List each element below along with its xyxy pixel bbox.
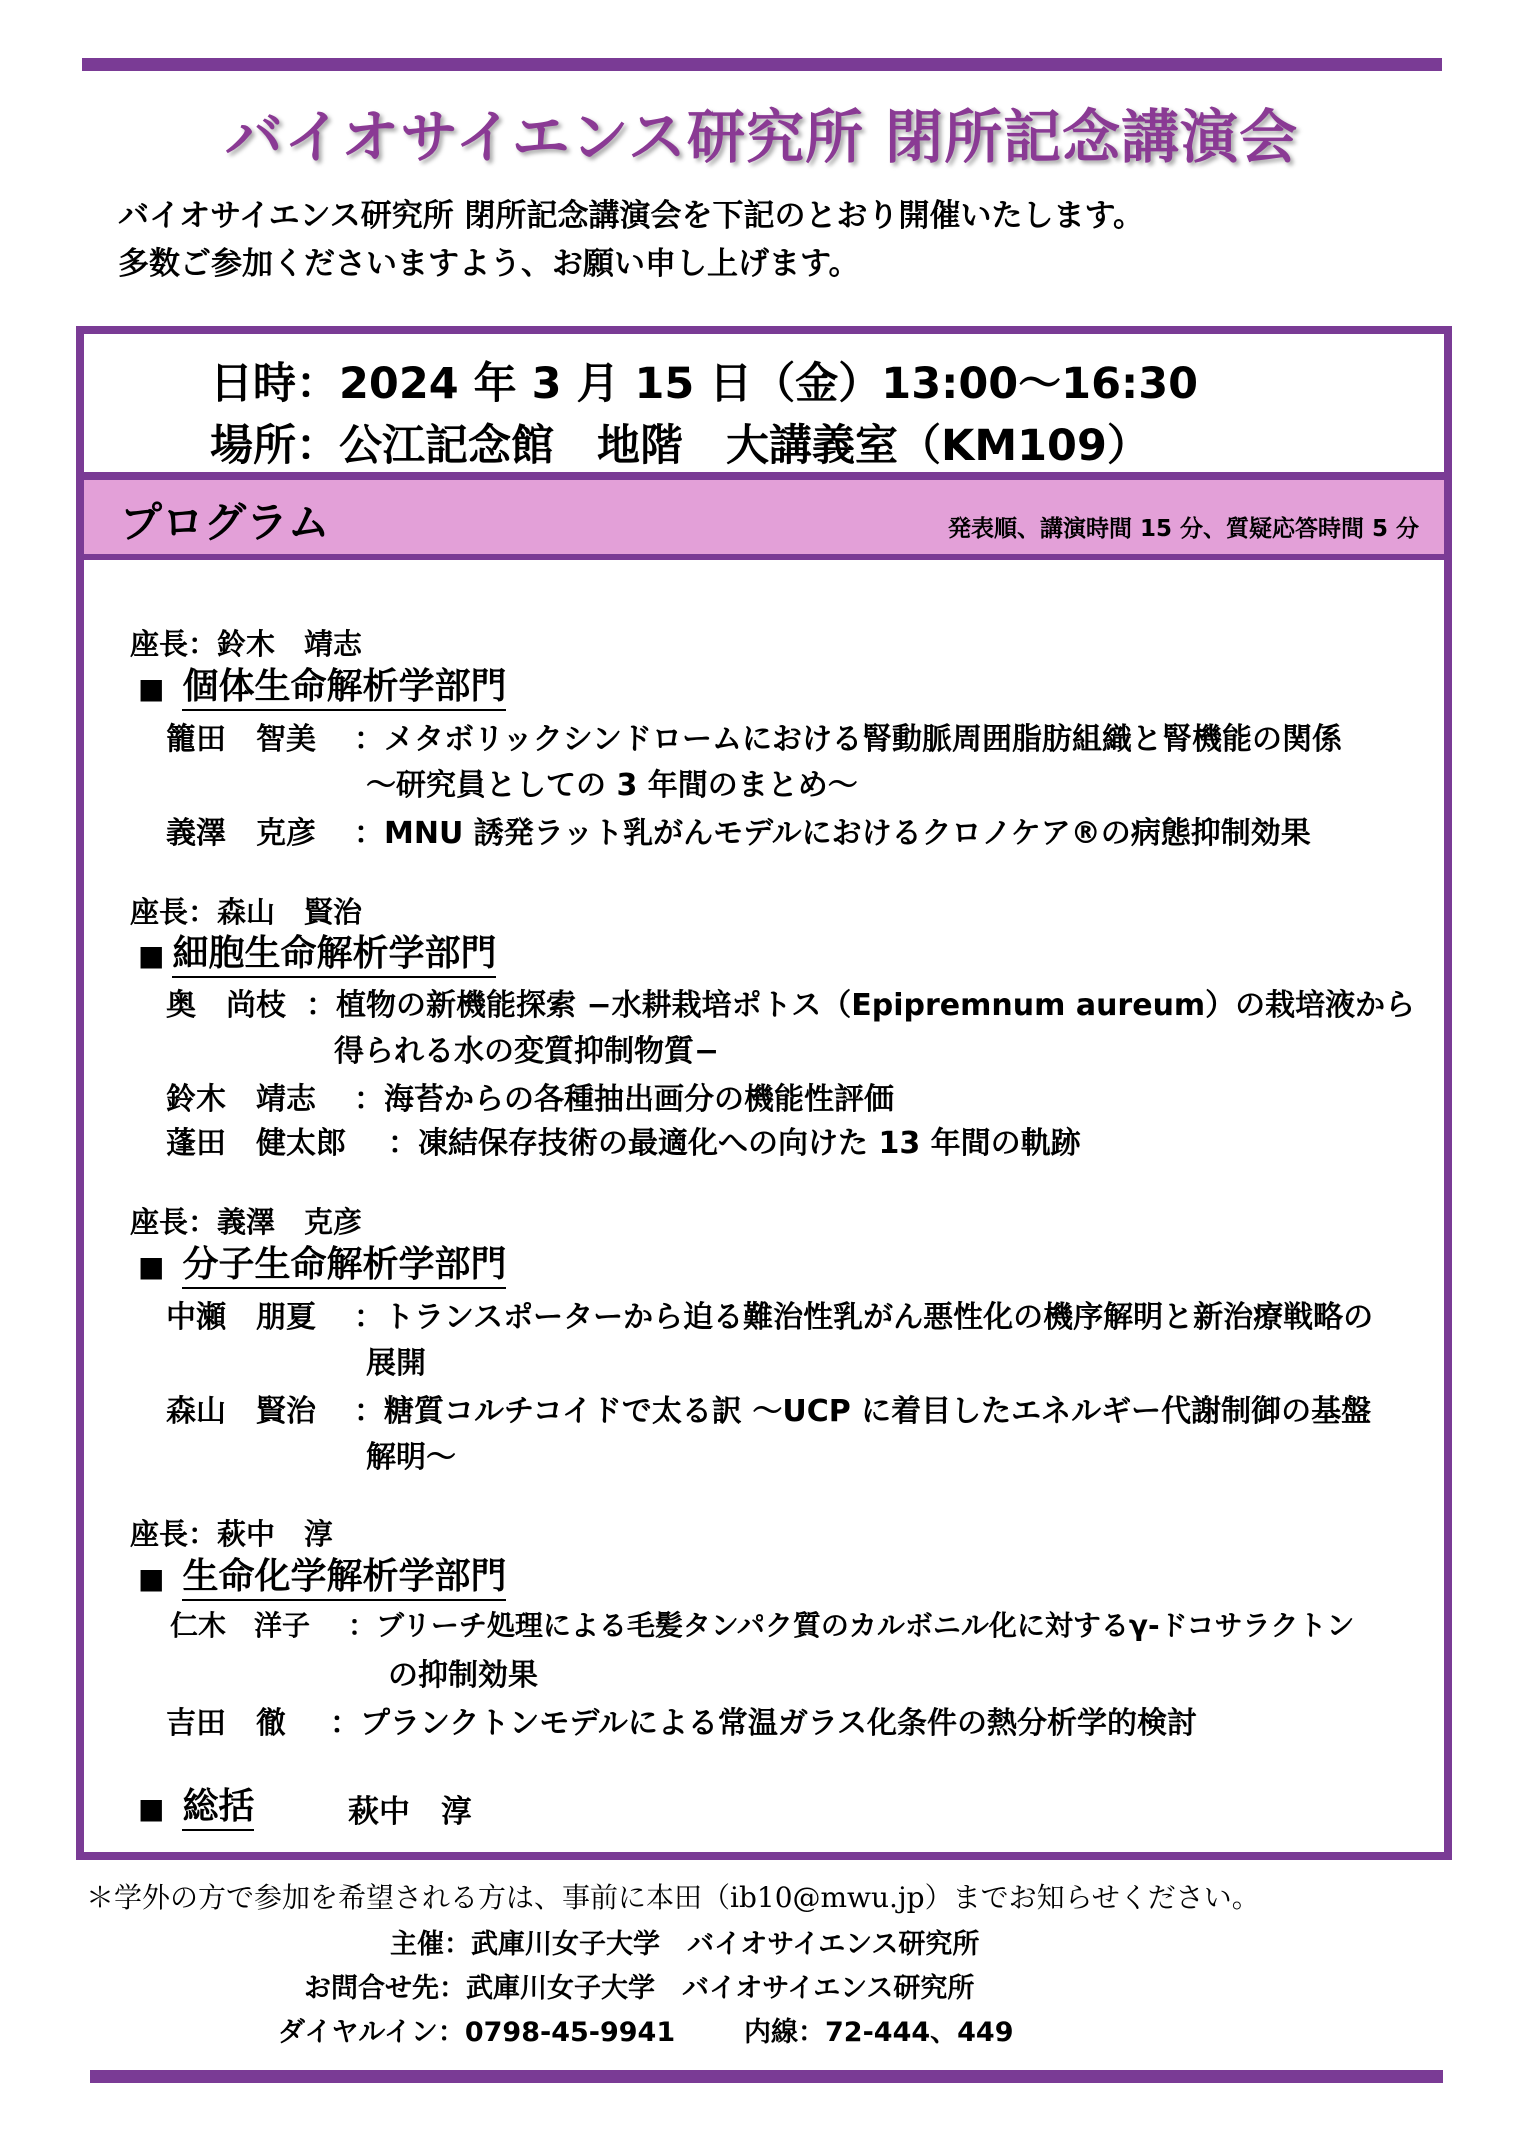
presentation-title: ：海苔からの各種抽出画分の機能性評価: [354, 1082, 894, 1117]
event-datetime: 日時：2024 年 3 月 15 日（金）13:00～16:30: [210, 359, 1199, 409]
presentation-item: [166, 1292, 1373, 1336]
chair-label: 座長：鈴木 靖志: [130, 627, 363, 661]
contact-line: お問合せ先：武庫川女子大学 バイオサイエンス研究所: [304, 1973, 975, 2004]
bullet-icon: ■: [138, 1562, 165, 1595]
event-place: 場所：公江記念館 地階 大講義室（KM109）: [210, 421, 1150, 471]
intro-line-1: バイオサイエンス研究所 閉所記念講演会を下記のとおり開催いたします。: [118, 198, 1145, 234]
bottom-divider: [90, 2070, 1443, 2083]
department-name: 生命化学解析学部門: [182, 1556, 506, 1601]
presentation-title-continued: 展開: [366, 1346, 426, 1381]
summary-label: 総括: [182, 1786, 254, 1831]
presentation-item: [166, 1698, 1197, 1742]
extension-line: 内線：72-444、449: [744, 2017, 1014, 2048]
presenter-name: 中瀬 朋夏: [166, 1300, 316, 1335]
chair-label: 座長：森山 賢治: [130, 895, 363, 929]
presenter-name: 仁木 洋子: [170, 1609, 311, 1642]
presentation-item: [166, 714, 1342, 758]
presenter-name: 森山 賢治: [166, 1394, 316, 1429]
presentation-item: [166, 1118, 1081, 1162]
bullet-icon: ■: [138, 672, 165, 705]
summary-name: 萩中 淳: [348, 1794, 472, 1830]
bullet-icon: ■: [138, 1250, 165, 1283]
presentation-title: ：凍結保存技術の最適化への向けた 13 年間の軌跡: [388, 1126, 1081, 1161]
page-title: バイオサイエンス研究所 閉所記念講演会: [224, 103, 1299, 171]
program-note: 発表順、講演時間 15 分、質疑応答時間 5 分: [947, 516, 1419, 542]
presentation-item: [170, 1604, 1355, 1644]
department-name: 分子生命解析学部門: [182, 1244, 506, 1289]
chair-label: 座長：義澤 克彦: [130, 1205, 363, 1239]
presentation-title-continued: 解明～: [366, 1440, 456, 1475]
presenter-name: 鈴木 靖志: [166, 1082, 316, 1117]
department-heading: [138, 925, 496, 976]
organizer-line: 主催：武庫川女子大学 バイオサイエンス研究所: [390, 1929, 980, 1960]
presenter-name: 蓬田 健太郎: [166, 1126, 346, 1161]
presenter-name: 奥 尚枝: [166, 988, 286, 1023]
presentation-title: ：プランクトンモデルによる常温ガラス化条件の熱分析学的検討: [330, 1706, 1197, 1741]
presenter-name: 籠田 智美: [166, 722, 316, 757]
presentation-title: ：トランスポーターから迫る難治性乳がん悪性化の機序解明と新治療戦略の: [354, 1300, 1374, 1335]
department-heading: [138, 1236, 506, 1287]
external-participant-note: ＊学外の方で参加を希望される方は、事前に本田（ib10@mwu.jp）までお知らせください。: [86, 1881, 1260, 1914]
top-divider: [82, 58, 1442, 71]
presentation-title: ：植物の新機能探索 −水耕栽培ポトス（Epipremnum aureum）の栽培液から: [306, 988, 1416, 1023]
department-heading: [138, 658, 506, 709]
bullet-icon: ■: [138, 1792, 165, 1825]
summary-heading: [138, 1778, 254, 1829]
presentation-title: ：糖質コルチコイドで太る訳 ～UCP に着目したエネルギー代謝制御の基盤: [354, 1394, 1372, 1429]
presentation-title: ：MNU 誘発ラット乳がんモデルにおけるクロノケア®の病態抑制効果: [354, 816, 1311, 851]
presentation-title-continued: ～研究員としての 3 年間のまとめ～: [366, 768, 858, 803]
presenter-name: 吉田 徹: [166, 1706, 286, 1741]
department-name: 個体生命解析学部門: [182, 666, 506, 711]
presentation-item: [166, 1386, 1371, 1430]
presentation-item: [166, 808, 1311, 852]
presenter-name: 義澤 克彦: [166, 816, 316, 851]
presentation-title: ：ブリーチ処理による毛髪タンパク質のカルボニル化に対するγ-ドコサラクトン: [348, 1609, 1355, 1642]
bullet-icon: ■: [138, 939, 165, 972]
department-heading: [138, 1548, 506, 1599]
presentation-item: [166, 980, 1415, 1024]
phone-line: ダイヤルイン：0798-45-9941: [278, 2017, 676, 2048]
intro-line-2: 多数ご参加くださいますよう、お願い申し上げます。: [118, 246, 860, 282]
department-name: 細胞生命解析学部門: [172, 933, 496, 978]
presentation-title: ：メタボリックシンドロームにおける腎動脈周囲脂肪組織と腎機能の関係: [354, 722, 1343, 757]
chair-label: 座長：萩中 淳: [130, 1517, 334, 1551]
presentation-item: [166, 1074, 894, 1118]
presentation-title-continued: の抑制効果: [388, 1658, 538, 1693]
presentation-title-continued: 得られる水の変質抑制物質−: [334, 1034, 720, 1069]
program-title: プログラム: [120, 498, 330, 547]
